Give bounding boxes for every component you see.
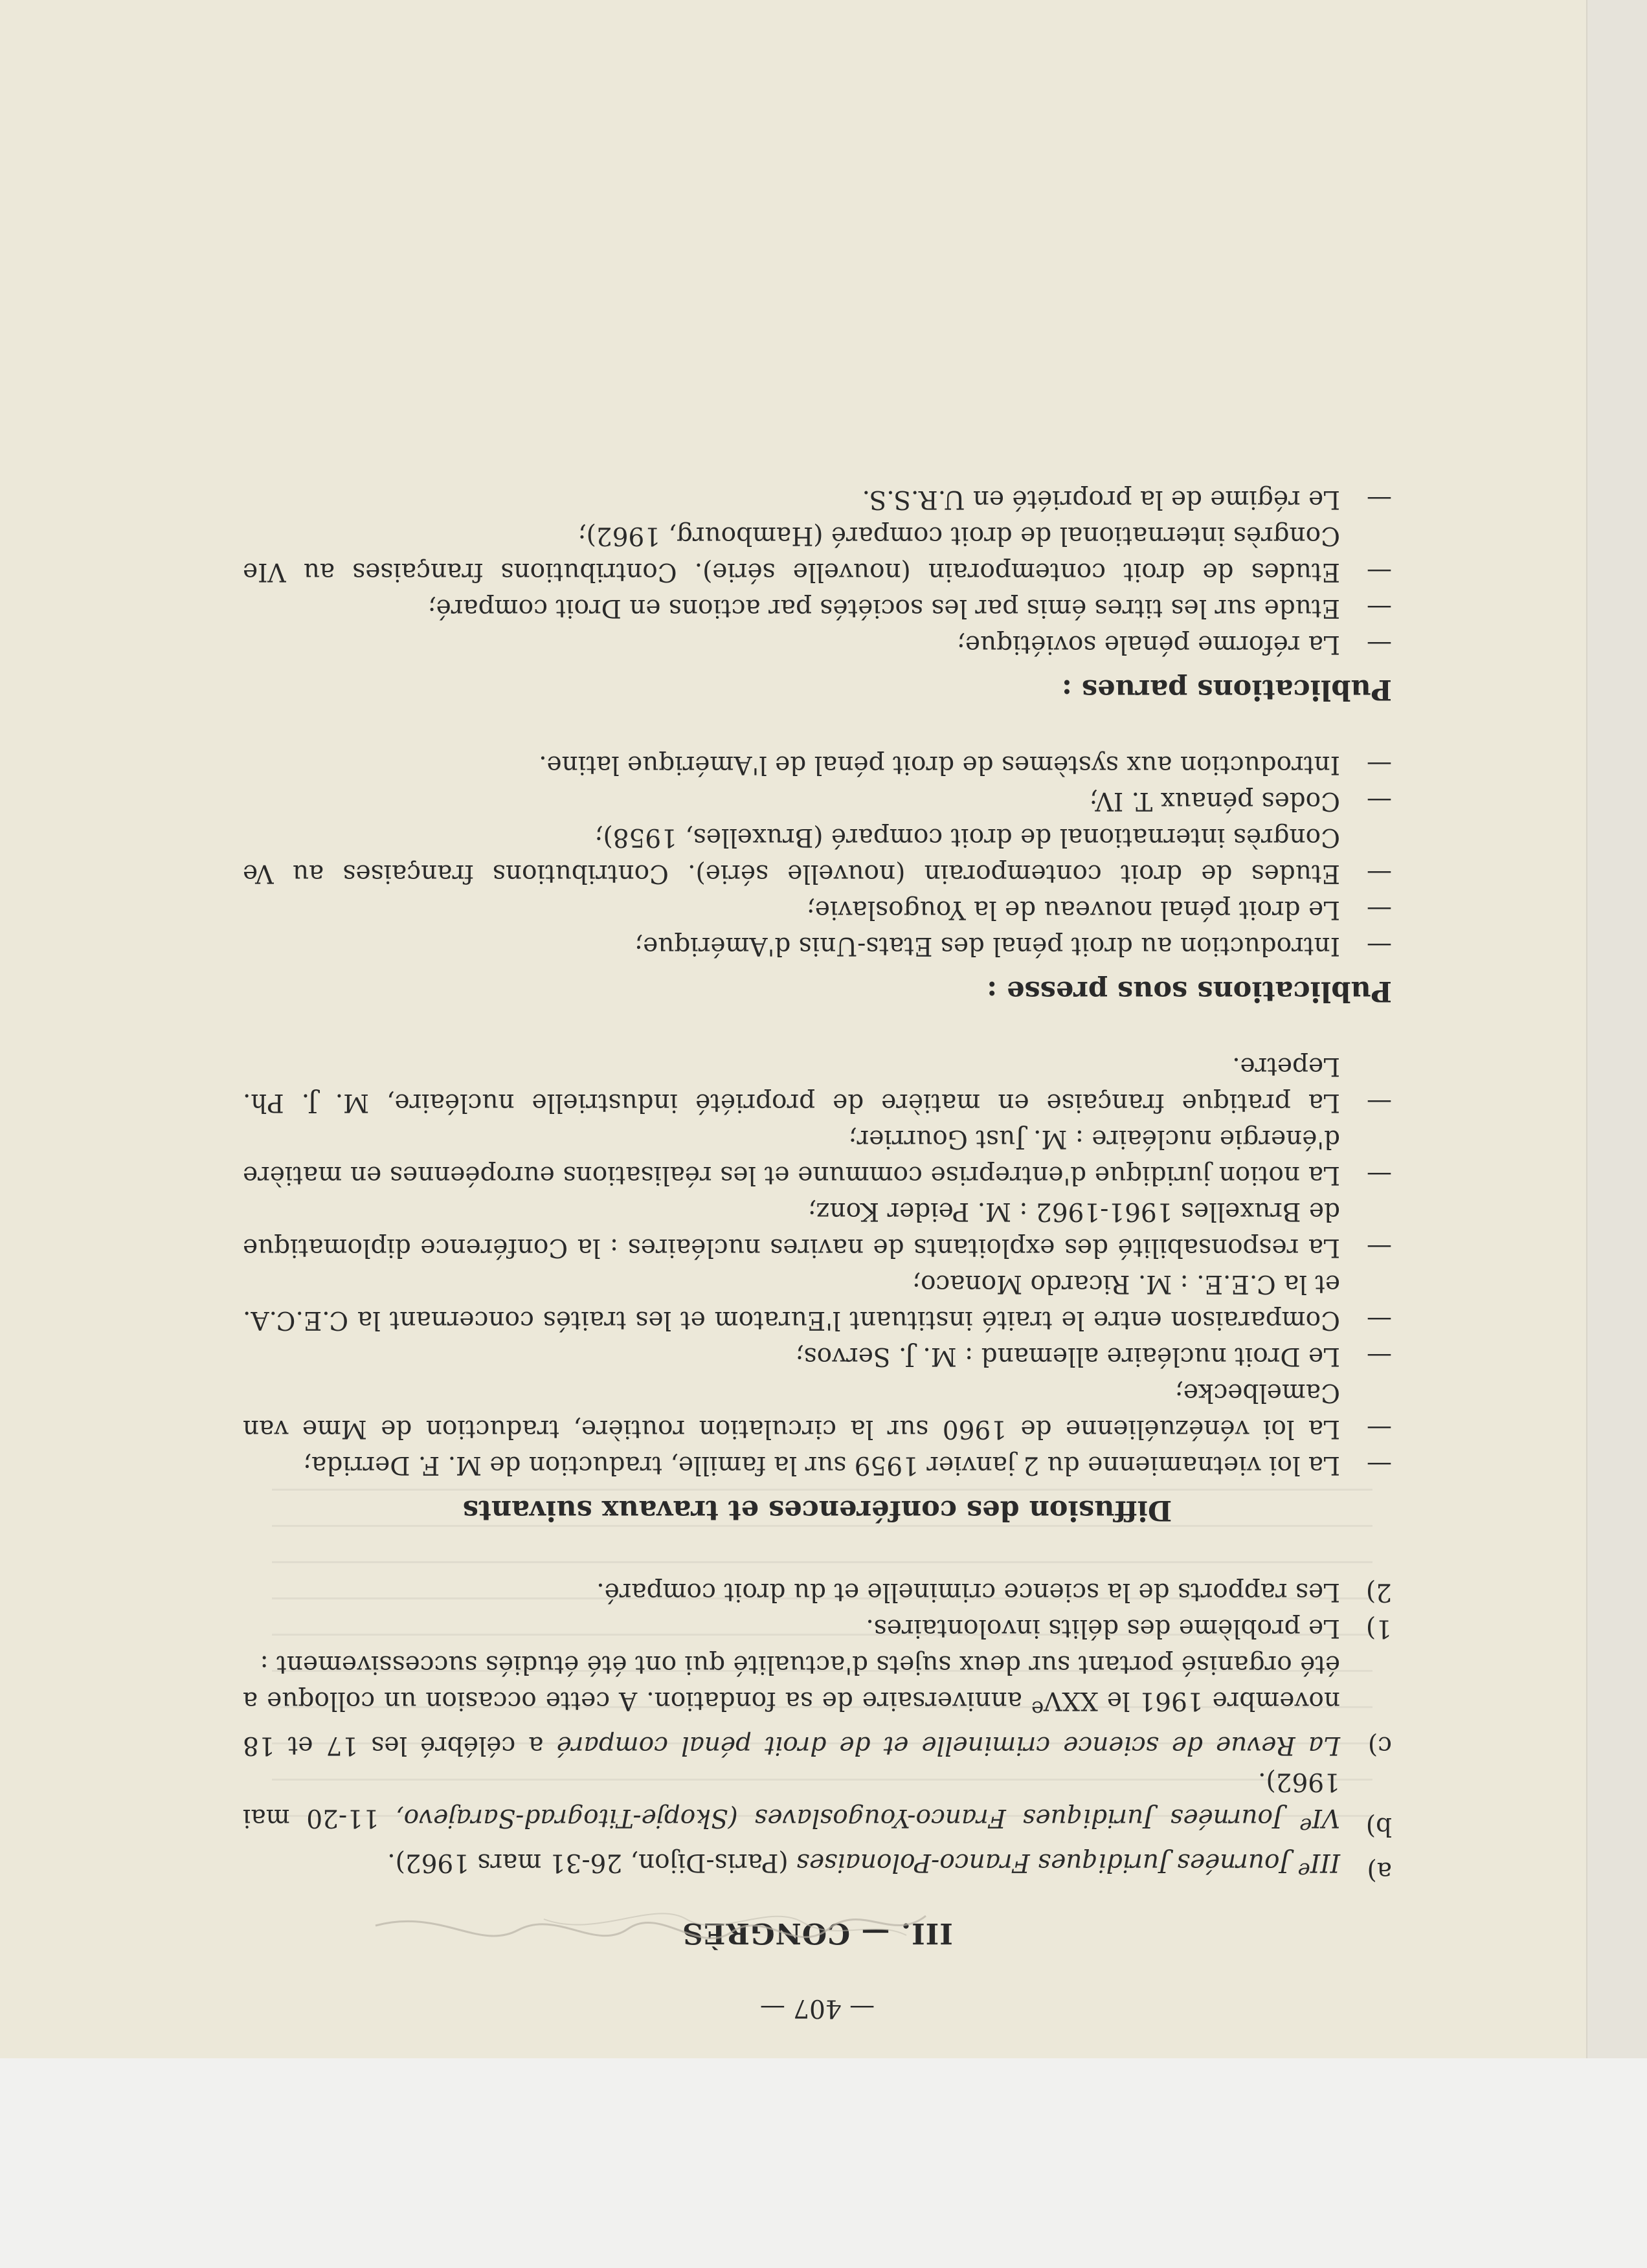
list-item: — Introduction aux systèmes de droit pénal de l'Amérique latine. [539, 750, 1392, 779]
congres-item-c: c) La Revue de science criminelle et de droit pénal comparé a célébré les 17 et 18 novembre 1961 le XXVe anniversaire de sa fondation. A cette occasion un colloque a été organisé portant sur deux sujets d'actualité qui ont été étudiés successivement : [243, 1650, 1392, 1760]
parues-list [243, 481, 1392, 662]
section-title-congres: III. — CONGRÈS [682, 1917, 953, 1950]
list-item: — Etudes de droit contemporain (nouvelle série). Contributions françaises au Ve Congrès international de droit comparé (Bruxelles, 1958); [243, 823, 1392, 888]
list-item: — La loi vietnamienne du 2 janvier 1959 sur la famille, traduction de M. F. Derrida; [303, 1451, 1392, 1480]
heading-diffusion: Diffusion des conférences et travaux suivants [462, 1494, 1172, 1526]
congres-subitem-1: 1) Le problème des délits involontaires. [866, 1614, 1392, 1643]
diffusion-list [243, 1048, 1392, 1483]
list-item: — Etudes de droit contemporain (nouvelle série). Contributions françaises au VIe Congrès international de droit comparé (Hambourg, 1962); [243, 521, 1392, 586]
list-item: — Etude sur les titres émis par les sociétés par actions en Droit comparé; [427, 594, 1392, 623]
congres-subitem-2: 2) Les rapports de la science criminelle et du droit comparé. [596, 1577, 1392, 1606]
pencil-scribble [363, 1896, 932, 1955]
list-item: — Introduction au droit pénal des Etats-Unis d'Amérique; [634, 931, 1392, 961]
list-item: — Le Droit nucléaire allemand : M. J. Servos; [795, 1342, 1392, 1371]
presse-list [243, 746, 1392, 964]
heading-presse: Publications sous presse : [987, 975, 1392, 1007]
list-item: — La loi vénézuélienne de 1960 sur la circulation routière, traduction de Mme van Camelbecke; [243, 1378, 1392, 1443]
list-item: — Comparaison entre le traité instituant l'Euratom et les traités concernant la C.E.C.A. et la C.E.E. : M. Ricardo Monaco; [243, 1269, 1392, 1335]
list-item: — Le régime de la propriété en U.R.S.S. [862, 485, 1392, 514]
list-item: — La réforme pénale soviétique; [956, 630, 1392, 659]
heading-parues: Publications parues : [1062, 673, 1392, 706]
page-number: — 407 — [759, 1994, 875, 2023]
list-item: — Codes pénaux T. IV; [1089, 786, 1392, 816]
congres-item-a: a) IIIe Journées Juridiques Franco-Polonaises (Paris-Dijon, 26-31 mars 1962). [387, 1848, 1392, 1885]
page-edge [1586, 0, 1647, 2058]
list-item: — Le droit pénal nouveau de la Yougoslavie; [806, 895, 1392, 924]
congres-item-b: b) VIe Journées Juridiques Franco-Yougoslaves (Skopje-Titograd-Sarajevo, 11-20 mai 1962). [243, 1767, 1392, 1841]
list-item: — La pratique française en matière de propriété industrielle nucléaire, M. J. Ph. Lepetre. [243, 1052, 1392, 1117]
rotated-page-content [243, 239, 1392, 2026]
scanner-bed [0, 2058, 1647, 2268]
list-item: — La responsabilité des exploitants de navires nucléaires : la Conférence diplomatique de Bruxelles 1961-1962 : M. Peider Konz; [243, 1197, 1392, 1262]
list-item: — La notion juridique d'entreprise commune et les réalisations européennes en matière d'énergie nucléaire : M. Just Gourrier; [243, 1124, 1392, 1190]
